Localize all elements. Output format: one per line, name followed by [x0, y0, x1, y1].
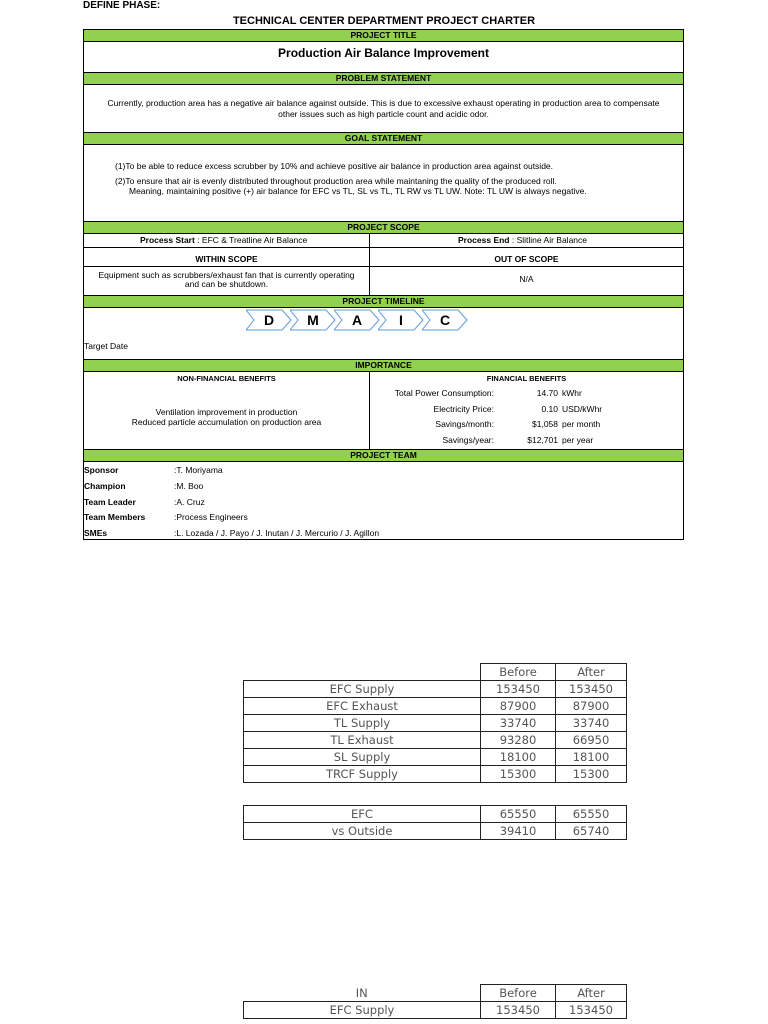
row-label: TRCF Supply — [244, 766, 481, 783]
goal-line1: (1)To be able to reduce excess scrubber by 10% and achieve positive air balance in production area against outside. — [115, 161, 554, 171]
problem-statement-header: PROBLEM STATEMENT — [84, 72, 683, 85]
table-title — [244, 664, 481, 681]
fin-unit: per year — [562, 434, 594, 445]
table-header-row — [244, 985, 627, 1002]
fin-value: $12,701 — [527, 434, 558, 445]
table-row — [244, 681, 627, 698]
fin-label: Total Power Consumption: — [394, 388, 494, 398]
fin-value: 0.10 — [541, 403, 558, 414]
process-start-label: Process Start — [140, 235, 195, 245]
timeline-phase-letter: I — [399, 312, 403, 328]
row-label: vs Outside — [244, 823, 481, 840]
row-label: EFC — [244, 806, 481, 823]
team-role: Champion — [84, 480, 126, 491]
process-end — [458, 235, 587, 245]
fin-benefits-header: FINANCIAL BENEFITS — [486, 374, 567, 383]
air-balance-summary-table — [243, 805, 627, 840]
value-after: 65740 — [556, 823, 627, 840]
value-before: 39410 — [481, 823, 556, 840]
fin-unit: kWhr — [562, 388, 582, 398]
importance-header: IMPORTANCE — [84, 359, 683, 372]
table-row — [244, 698, 627, 715]
team-role: Team Members — [84, 512, 146, 523]
nonfin-benefit-2: Reduced particle accumulation on production area — [131, 417, 322, 427]
col-after: After — [556, 985, 627, 1002]
table-row — [244, 732, 627, 749]
value-after: 153450 — [556, 1002, 627, 1019]
value-after: 153450 — [556, 681, 627, 698]
value-before: 153450 — [481, 681, 556, 698]
team-role: Team Leader — [84, 496, 136, 507]
project-title-header: PROJECT TITLE — [84, 30, 683, 42]
row-label: EFC Supply — [244, 1002, 481, 1019]
row-label: EFC Supply — [244, 681, 481, 698]
team-member-name: :T. Moriyama — [174, 465, 223, 475]
table-title: IN — [355, 985, 368, 1000]
value-before: 87900 — [481, 698, 556, 715]
table-row — [244, 806, 627, 823]
project-scope-header: PROJECT SCOPE — [84, 221, 683, 234]
timeline-phase-letter: M — [307, 312, 319, 328]
fin-label: Savings/month: — [435, 419, 494, 429]
table-row — [244, 766, 627, 783]
problem-statement-line1: Currently, production area has a negative air balance against outside. This is due to excessive exhaust operating in production area to compensate — [107, 98, 660, 108]
fin-value: 14.70 — [536, 388, 558, 398]
team-role: Sponsor — [84, 465, 119, 475]
value-before: 33740 — [481, 715, 556, 732]
fin-label: Electricity Price: — [433, 403, 494, 414]
within-scope-line2: and can be shutdown. — [184, 279, 269, 289]
row-label: SL Supply — [244, 749, 481, 766]
team-member-name: :M. Boo — [174, 480, 204, 491]
nonfin-benefit-1: Ventilation improvement in production — [155, 407, 298, 417]
team-member-name: :L. Lozada / J. Payo / J. Inutan / J. Mercurio / J. Agillon — [174, 528, 380, 539]
value-before: 18100 — [481, 749, 556, 766]
value-before: 93280 — [481, 732, 556, 749]
goal-line2: (2)To ensure that air is evenly distributed throughout production area while maintaning the quality of the produced roll. — [115, 176, 557, 186]
timeline-phase-chevron — [246, 309, 292, 331]
table-row — [244, 1002, 627, 1019]
col-before: Before — [481, 985, 556, 1002]
col-before: Before — [481, 664, 556, 681]
nonfin-benefits-header: NON-FINANCIAL BENEFITS — [177, 374, 276, 383]
col-after: After — [556, 664, 627, 681]
goal-statement-header: GOAL STATEMENT — [84, 132, 683, 145]
value-after: 66950 — [556, 732, 627, 749]
value-before: 15300 — [481, 766, 556, 783]
team-member-name: :Process Engineers — [174, 512, 248, 523]
timeline-phase-chevron — [378, 309, 424, 331]
table-row — [244, 715, 627, 732]
within-scope-line1: Equipment such as scrubbers/exhaust fan that is currently operating — [98, 270, 355, 280]
project-charter — [83, 29, 684, 540]
team-member-name: :A. Cruz — [174, 496, 205, 507]
within-scope-header: WITHIN SCOPE — [195, 254, 258, 264]
value-after: 18100 — [556, 749, 627, 766]
value-before: 153450 — [481, 1002, 556, 1019]
table-row — [244, 749, 627, 766]
row-label: EFC Exhaust — [244, 698, 481, 715]
table-row — [244, 823, 627, 840]
document-title: TECHNICAL CENTER DEPARTMENT PROJECT CHARTER — [232, 15, 536, 27]
row-label: TL Exhaust — [244, 732, 481, 749]
process-start — [140, 235, 307, 245]
air-in-table — [243, 984, 627, 1019]
project-timeline-header: PROJECT TIMELINE — [84, 295, 683, 308]
phase-label: DEFINE PHASE: — [83, 0, 161, 11]
timeline-phase-letter: C — [439, 312, 451, 328]
row-label: TL Supply — [244, 715, 481, 732]
process-end-value: : Slitline Air Balance — [511, 235, 587, 245]
out-of-scope-header: OUT OF SCOPE — [494, 254, 559, 264]
table-header-row — [244, 664, 627, 681]
fin-unit: USD/kWhr — [562, 403, 603, 414]
team-role: SMEs — [84, 528, 108, 539]
timeline-phase-letter: A — [351, 312, 363, 328]
fin-value: $1,058 — [532, 419, 558, 429]
timeline-phase-letter: D — [263, 312, 275, 328]
timeline-phase-chevron — [334, 309, 380, 331]
goal-line3: Meaning, maintaining positive (+) air balance for EFC vs TL, SL vs TL, TL RW vs TL UW. Note: TL UW is always negative. — [129, 186, 587, 196]
timeline-phase-chevron — [290, 309, 336, 331]
value-before: 65550 — [481, 806, 556, 823]
process-start-value: : EFC & Treatline Air Balance — [197, 235, 308, 245]
project-title: Production Air Balance Improvement — [278, 46, 489, 60]
value-after: 15300 — [556, 766, 627, 783]
value-after: 87900 — [556, 698, 627, 715]
value-after: 65550 — [556, 806, 627, 823]
fin-unit: per month — [562, 419, 601, 429]
process-end-label: Process End — [458, 235, 510, 245]
target-date-label: Target Date — [84, 341, 128, 351]
timeline-phase-chevron — [422, 309, 468, 331]
air-balance-table — [243, 663, 627, 783]
fin-label: Savings/year: — [442, 434, 494, 445]
value-after: 33740 — [556, 715, 627, 732]
project-team-header: PROJECT TEAM — [84, 449, 683, 462]
out-of-scope-value: N/A — [519, 274, 534, 284]
problem-statement-line2: other issues such as high particle count and acidic odor. — [278, 109, 489, 119]
